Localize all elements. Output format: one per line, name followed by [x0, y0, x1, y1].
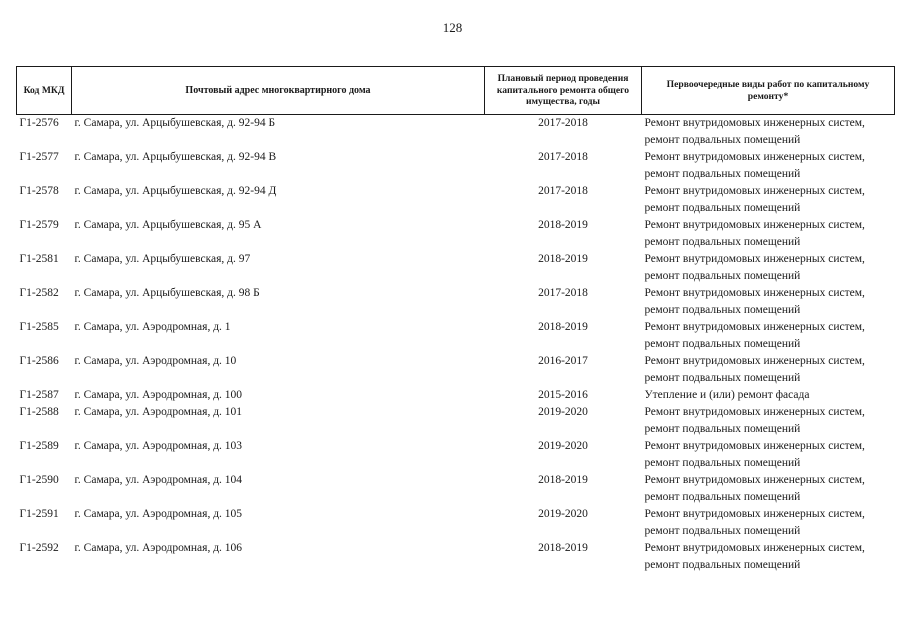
cell-address: г. Самара, ул. Аэродромная, д. 104	[74, 474, 243, 486]
cell-works: Ремонт внутридомовых инженерных систем, ремонт подвальных помещений	[644, 321, 865, 350]
cell-period: 2017-2018	[538, 117, 588, 129]
table-row	[17, 540, 895, 574]
cell-address: г. Самара, ул. Аэродромная, д. 1	[74, 321, 231, 333]
cell-period: 2018-2019	[538, 219, 588, 231]
cell-period: 2018-2019	[538, 474, 588, 486]
cell-works: Ремонт внутридомовых инженерных систем, ремонт подвальных помещений	[644, 253, 865, 282]
cell-address: г. Самара, ул. Аэродромная, д. 103	[74, 440, 243, 452]
cell-address: г. Самара, ул. Арцыбушевская, д. 97	[74, 253, 251, 265]
cell-works: Ремонт внутридомовых инженерных систем, ремонт подвальных помещений	[644, 151, 865, 180]
cell-code: Г1-2591	[19, 508, 59, 520]
cell-address: г. Самара, ул. Арцыбушевская, д. 92-94 Б	[74, 117, 276, 129]
cell-works: Ремонт внутридомовых инженерных систем, ремонт подвальных помещений	[644, 508, 865, 537]
table-row	[17, 404, 895, 438]
cell-works: Ремонт внутридомовых инженерных систем, ремонт подвальных помещений	[644, 185, 865, 214]
table-row	[17, 472, 895, 506]
cell-works: Ремонт внутридомовых инженерных систем, ремонт подвальных помещений	[644, 219, 865, 248]
table-row	[17, 251, 895, 285]
cell-period: 2017-2018	[538, 151, 588, 163]
cell-code: Г1-2589	[19, 440, 59, 452]
cell-period: 2018-2019	[538, 542, 588, 554]
table-row	[17, 115, 895, 150]
header-code: Код МКД	[17, 67, 72, 115]
cell-period: 2019-2020	[538, 406, 588, 418]
cell-address: г. Самара, ул. Арцыбушевская, д. 92-94 В	[74, 151, 277, 163]
header-period: Плановый период проведения капитального ремонта общего имущества, годы	[485, 67, 642, 115]
cell-works: Ремонт внутридомовых инженерных систем, ремонт подвальных помещений	[644, 355, 865, 384]
table-body	[17, 115, 895, 575]
cell-address: г. Самара, ул. Аэродромная, д. 10	[74, 355, 237, 367]
cell-code: Г1-2582	[19, 287, 59, 299]
cell-address: г. Самара, ул. Аэродромная, д. 105	[74, 508, 243, 520]
table-row	[17, 183, 895, 217]
table-row	[17, 353, 895, 387]
cell-code: Г1-2592	[19, 542, 59, 554]
cell-code: Г1-2585	[19, 321, 59, 333]
repair-schedule-table	[16, 66, 895, 574]
table-row	[17, 387, 895, 404]
cell-code: Г1-2590	[19, 474, 59, 486]
cell-code: Г1-2579	[19, 219, 59, 231]
cell-code: Г1-2587	[19, 389, 59, 401]
cell-code: Г1-2576	[19, 117, 59, 129]
cell-works: Утепление и (или) ремонт фасада	[644, 389, 810, 401]
cell-address: г. Самара, ул. Арцыбушевская, д. 98 Б	[74, 287, 260, 299]
cell-works: Ремонт внутридомовых инженерных систем, ремонт подвальных помещений	[644, 542, 865, 571]
cell-period: 2018-2019	[538, 321, 588, 333]
table-row	[17, 438, 895, 472]
cell-address: г. Самара, ул. Арцыбушевская, д. 95 А	[74, 219, 262, 231]
cell-address: г. Самара, ул. Аэродромная, д. 101	[74, 406, 243, 418]
cell-works: Ремонт внутридомовых инженерных систем, ремонт подвальных помещений	[644, 406, 865, 435]
cell-code: Г1-2586	[19, 355, 59, 367]
table-row	[17, 149, 895, 183]
table-row	[17, 506, 895, 540]
cell-code: Г1-2581	[19, 253, 59, 265]
cell-address: г. Самара, ул. Арцыбушевская, д. 92-94 Д	[74, 185, 277, 197]
cell-period: 2018-2019	[538, 253, 588, 265]
cell-address: г. Самара, ул. Аэродромная, д. 106	[74, 542, 243, 554]
cell-works: Ремонт внутридомовых инженерных систем, ремонт подвальных помещений	[644, 117, 865, 146]
cell-works: Ремонт внутридомовых инженерных систем, ремонт подвальных помещений	[644, 440, 865, 469]
table-row	[17, 319, 895, 353]
table-header-row	[17, 67, 895, 115]
cell-period: 2015-2016	[538, 389, 588, 401]
header-address: Почтовый адрес многоквартирного дома	[72, 67, 485, 115]
cell-period: 2019-2020	[538, 508, 588, 520]
cell-period: 2017-2018	[538, 185, 588, 197]
header-works: Первоочередные виды работ по капитальному ремонту*	[642, 67, 895, 115]
cell-period: 2019-2020	[538, 440, 588, 452]
cell-code: Г1-2588	[19, 406, 59, 418]
cell-address: г. Самара, ул. Аэродромная, д. 100	[74, 389, 243, 401]
table-row	[17, 217, 895, 251]
cell-period: 2017-2018	[538, 287, 588, 299]
cell-period: 2016-2017	[538, 355, 588, 367]
cell-works: Ремонт внутридомовых инженерных систем, ремонт подвальных помещений	[644, 474, 865, 503]
page-number: 128	[442, 20, 463, 35]
cell-code: Г1-2577	[19, 151, 59, 163]
cell-works: Ремонт внутридомовых инженерных систем, ремонт подвальных помещений	[644, 287, 865, 316]
cell-code: Г1-2578	[19, 185, 59, 197]
table-row	[17, 285, 895, 319]
